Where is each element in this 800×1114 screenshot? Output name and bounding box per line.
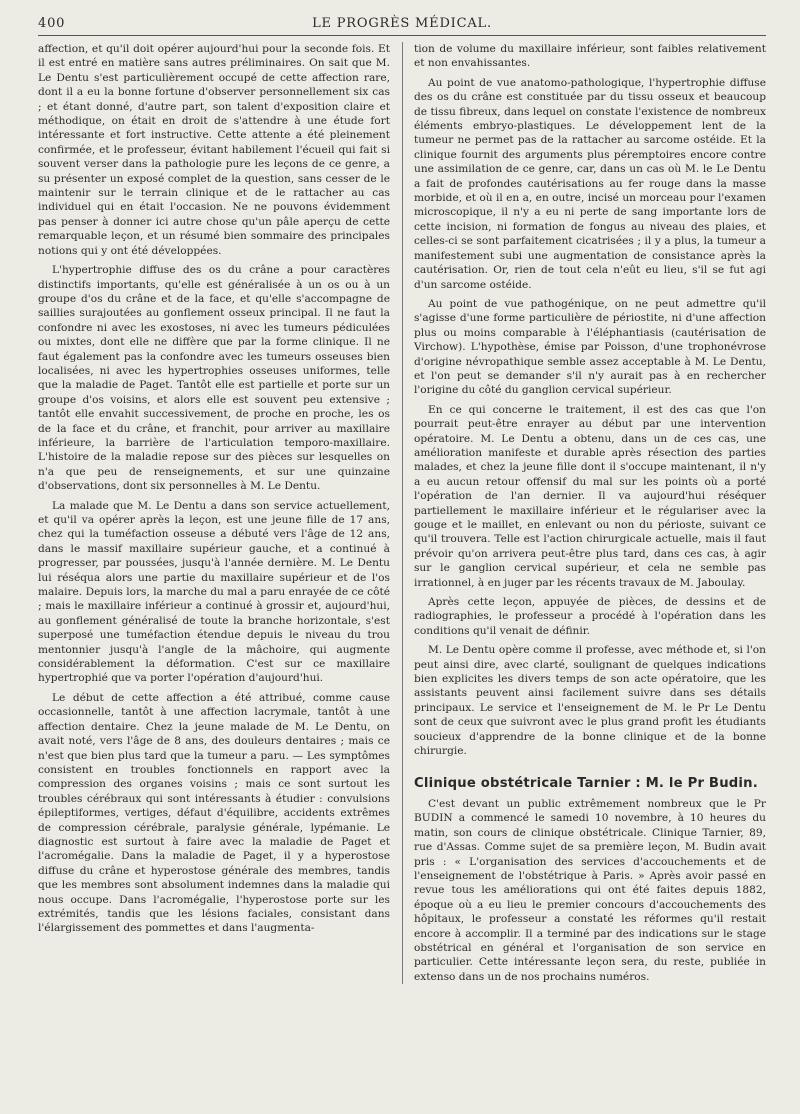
paragraph: La malade que M. Le Dentu a dans son service actuellement, et qu'il va opérer après la leçon, est une jeune fille de 17 ans, chez qui la tuméfaction osseuse a débuté vers l'âge de 12 ans, dans le massif maxillaire supérieur gauche, et a continué à progresser, par poussées, jusqu'à l'année dernière. M. Le Dentu lui réséqua alors une partie du maxillaire supérieur et de l'os malaire. Depuis lors, la marche du mal a paru enrayée de ce côté ; mais le maxillaire inférieur a continué à grossir et, aujourd'hui, au gonflement généralisé de toute la branche horizontale, s'est superposé une tuméfaction étendue depuis le niveau du trou mentonnier jusqu'à l'angle de la mâchoire, qui augmente considérablement la déformation. C'est sur ce maxillaire hypertrophié que va porter l'opération d'aujourd'hui. [38, 499, 390, 685]
paragraph: Après cette leçon, appuyée de pièces, de dessins et de radiographies, le professeur a procédé à l'opération dans les conditions qu'il venait de définir. [414, 596, 766, 637]
paragraph: En ce qui concerne le traitement, il est des cas que l'on pourrait peut-être enrayer au début par une intervention opératoire. M. Le Dentu a obtenu, dans un de ces cas, une amélioration manifeste et durable après résection des parties malades, et chez la jeune fille dont il s'occupe maintenant, il n'y a eu aucun retour offensif du mal sur les points où a porté l'opération de l'an dernier. Il va aujourd'hui réséquer partiellement le maxillaire inférieur et le régulariser avec la gouge et le maillet, en enlevant ou non du périoste, suivant ce qu'il trouvera. Telle est l'action chirurgicale actuelle, mais il faut prévoir qu'on arrivera peut-être plus tard, dans ces cas, à agir sur le ganglion cervical supérieur, et cela ne semble pas irrationnel, à en juger par les récents travaux de M. Jaboulay. [414, 403, 766, 589]
right-column [414, 42, 766, 984]
section-paragraph: C'est devant un public extrêmement nombreux que le Pr BUDIN a commencé le samedi 10 novembre, à 10 heures du matin, son cours de clinique obstétricale. Clinique Tarnier, 89, rue d'Assas. Comme sujet de sa première leçon, M. Budin avait pris : « L'organisation des services d'accouchements et de l'enseignement de l'obstétrique à Paris. » Après avoir passé en revue tous les améliorations qui ont été faites depuis 1882, époque où a eu lieu le premier concours d'accouchements des hôpitaux, le professeur a constaté les réformes qu'il restait encore à accomplir. Il a terminé par des indications sur le stage obstétrical en général et l'organisation de son service en particulier. Cette intéressante leçon sera, du reste, publiée in extenso dans un de nos prochains numéros. [414, 797, 766, 983]
journal-title: LE PROGRÈS MÉDICAL. [312, 16, 492, 31]
left-column [38, 42, 390, 984]
paragraph: Le début de cette affection a été attribué, comme cause occasionnelle, tantôt à une affection lacrymale, tantôt à une affection dentaire. Chez la jeune malade de M. Le Dentu, on avait noté, vers l'âge de 8 ans, des douleurs dentaires ; mais ce n'est que bien plus tard que la tumeur a paru. — Les symptômes consistent en troubles fonctionnels en rapport avec la compression des organes voisins ; mais ce sont surtout les troubles cérébraux qui sont intéressants à étudier : convulsions épileptiformes, vertiges, défaut d'équilibre, accidents extrêmes de compression cérébrale, paralysie générale, lypémanie. Le diagnostic est surtout à faire avec la maladie de Paget et l'acromégalie. Dans la maladie de Paget, il y a hyperostose diffuse du crâne et hyperostose générale des membres, tandis que les membres sont absolument indemnes dans la maladie qui nous occupe. Dans l'acromégalie, l'hyperostose porte sur les extrémités, tandis que les lésions faciales, consistant dans l'élargissement des pommettes et dans l'augmenta- [38, 691, 390, 935]
paragraph: M. Le Dentu opère comme il professe, avec méthode et, si l'on peut ainsi dire, avec clarté, soulignant de quelques indications bien explicites les divers temps de son acte opératoire, que les assistants peuvent ainsi facilement suivre dans ses détails principaux. Le service et l'enseignement de M. le Pr Le Dentu sont de ceux que suivront avec le plus grand profit les étudiants soucieux d'apprendre de la bonne clinique et de la bonne chirurgie. [414, 644, 766, 758]
text-columns [38, 42, 766, 984]
running-head [38, 16, 766, 36]
page-number: 400 [38, 16, 66, 31]
paragraph: Au point de vue anatomo-pathologique, l'hypertrophie diffuse des os du crâne est constituée par du tissu osseux et beaucoup de tissu fibreux, dans lequel on constate l'existence de nombreux éléments embryo-plastiques. Le développement lent de la tumeur ne permet pas de la rattacher au sarcome ostéide. Et la clinique fournit des arguments plus péremptoires encore contre une assimilation de ce genre, car, dans un cas où M. le Le Dentu a fait de profondes cautérisations au fer rouge dans la masse morbide, et où il en a, en outre, incisé un morceau pour l'examen microscopique, il n'y a eu ni perte de sang importante lors de cette incision, ni formation de fongus au niveau des plaies, et celles-ci se sont parfaitement cicatrisées ; il y a plus, la tumeur a manifestement subi une augmentation de consistance après la cautérisation. Or, rien de tout cela n'eût eu lieu, s'il se fut agi d'un sarcome ostéide. [414, 76, 766, 291]
paragraph: L'hypertrophie diffuse des os du crâne a pour caractères distinctifs importants, qu'elle est généralisée à un os ou à un groupe d'os du crâne et de la face, et qu'elle s'accompagne de saillies surajoutées au gonflement osseux principal. Il ne faut la confondre ni avec les exostoses, ni avec les tumeurs pédiculées ou mixtes, dont elle ne diffère que par la forme clinique. Il ne faut également pas la confondre avec les tumeurs osseuses bien localisées, ni avec les hypertrophies osseuses uniformes, telle que la maladie de Paget. Tantôt elle est partielle et porte sur un groupe d'os voisins, et alors elle est souvent peu extensive ; tantôt elle envahit successivement, de proche en proche, les os de la face et du crâne, et franchit, pour arriver au maxillaire inférieure, la barrière de l'articulation temporo-maxillaire. L'histoire de la maladie repose sur des pièces sur lesquelles on n'a que peu de renseignements, et sur une quinzaine d'observations, dont six personnelles à M. Le Dentu. [38, 264, 390, 493]
paragraph: Au point de vue pathogénique, on ne peut admettre qu'il s'agisse d'une forme particulière de périostite, ni d'une affection plus ou moins comparable à l'éléphantiasis (cautérisation de Virchow). L'hypothèse, émise par Poisson, d'une trophonévrose d'origine névropathique semble assez acceptable à M. Le Dentu, et l'on peut se demander s'il n'y aurait pas à en rechercher l'origine du côté du ganglion cervical supérieur. [414, 297, 766, 397]
paragraph: tion de volume du maxillaire inférieur, sont faibles relativement et non envahissantes. [414, 43, 766, 70]
paragraph: affection, et qu'il doit opérer aujourd'hui pour la seconde fois. Et il est entré en matière sans autres préliminaires. On sait que M. Le Dentu s'est particulièrement occupé de cette affection rare, dont il a eu la bonne fortune d'observer personnellement six cas ; et étant donné, d'autre part, son talent d'exposition claire et méthodique, on était en droit de s'attendre à une étude fort intéressante et fort instructive. Cette attente a été pleinement confirmée, et le professeur, évitant habilement l'écueil qui fait si souvent verser dans la pathologie pure les leçons de ce genre, a su présenter un exposé complet de la question, sans cesser de le maintenir sur le terrain clinique et de le rattacher au cas individuel qui en était l'occasion. Ne ne pouvons évidemment pas penser à donner ici autre chose qu'un pâle aperçu de cette remarquable leçon, et un résumé bien sommaire des principales notions qui y ont été développées. [38, 43, 390, 257]
section-heading: Clinique obstétricale Tarnier : M. le Pr Budin. [414, 775, 758, 791]
column-divider [402, 42, 403, 984]
